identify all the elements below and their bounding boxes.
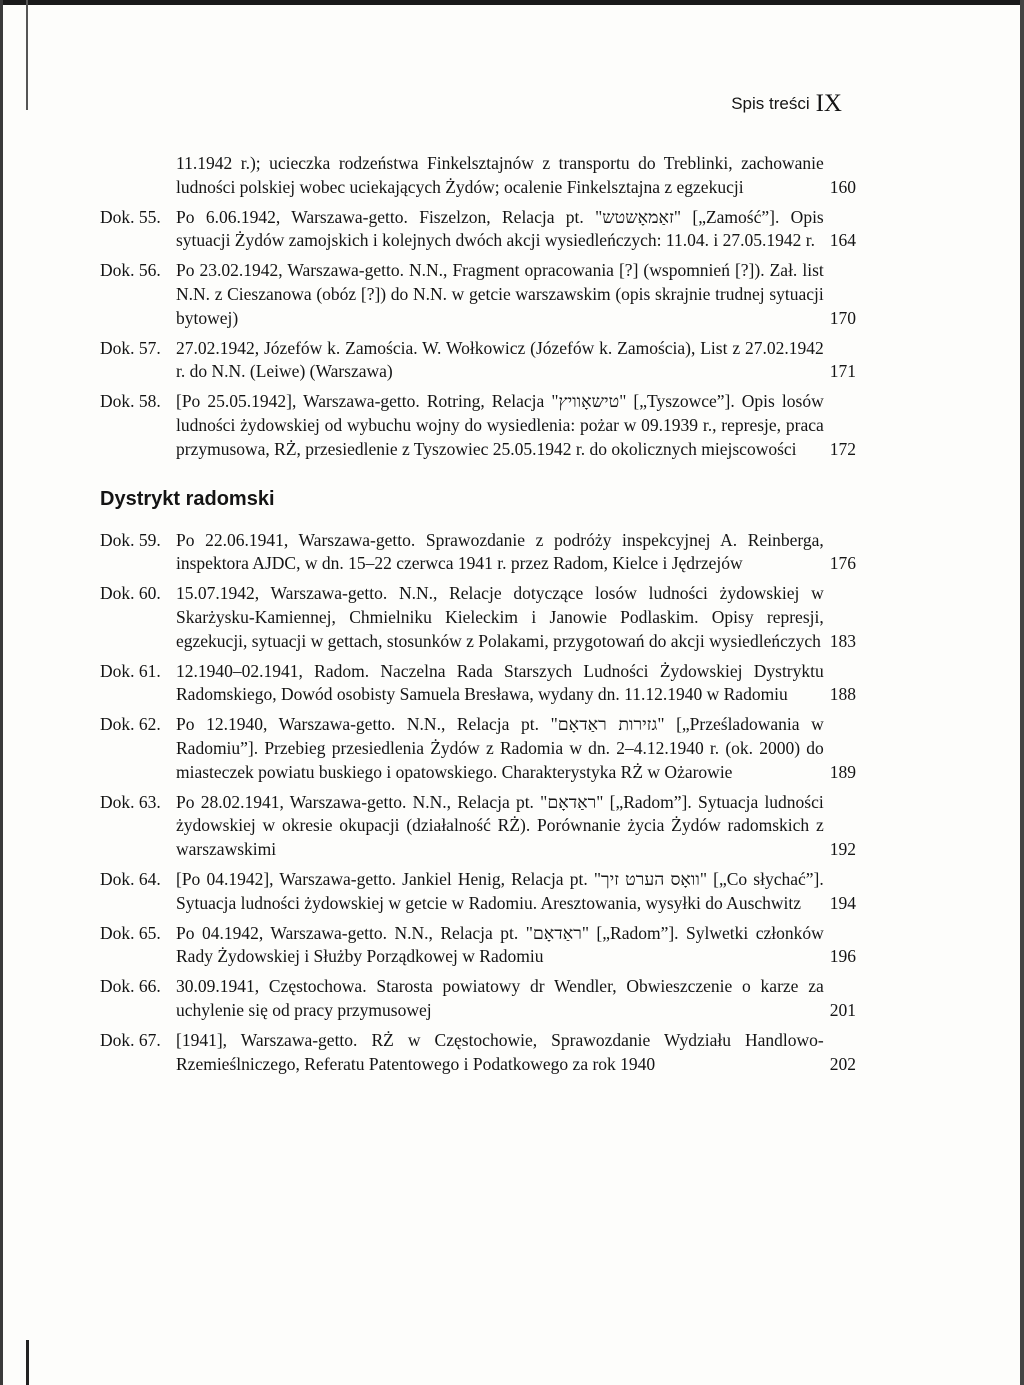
doc-number: Dok. 60. xyxy=(100,583,161,604)
entry-text: Po 04.1942, Warszawa-getto. N.N., Relacja pt. "ראַדאָם" [„Radom”]. Sylwetki członków Rady Żydowskiej i Służby Porządkowej w Radomiu xyxy=(176,922,824,967)
toc-entry xyxy=(100,791,856,862)
page-number: 170 xyxy=(829,307,856,328)
entry-text: 12.1940–02.1941, Radom. Naczelna Rada Starszych Ludności Żydowskiej Dystryktu Radomskiego, Dowód osobisty Samuela Bresława, wydany dn. 11.12.1940 w Radomiu xyxy=(176,660,824,705)
entry-line xyxy=(176,259,856,330)
doc-number: Dok. 65. xyxy=(100,922,161,943)
doc-number: Dok. 62. xyxy=(100,714,161,735)
entries-before-section xyxy=(100,152,856,462)
toc-entry xyxy=(100,1029,856,1077)
toc-entry xyxy=(100,337,856,385)
toc-entry xyxy=(100,713,856,784)
running-header xyxy=(731,90,842,118)
page-number: 183 xyxy=(829,630,856,651)
entry-line xyxy=(176,660,856,708)
entry-line xyxy=(176,206,856,254)
doc-number: Dok. 63. xyxy=(100,791,161,812)
doc-number: Dok. 55. xyxy=(100,206,161,227)
scan-edge-right xyxy=(1020,0,1024,1385)
doc-number: Dok. 57. xyxy=(100,337,161,358)
toc-entry xyxy=(100,660,856,708)
toc-entry xyxy=(100,922,856,970)
toc-entry xyxy=(100,259,856,330)
doc-number: Dok. 58. xyxy=(100,391,161,412)
entry-line xyxy=(176,582,856,653)
doc-number: Dok. 59. xyxy=(100,529,161,550)
entry-text: [Po 04.1942], Warszawa-getto. Jankiel Henig, Relacja pt. "וואָס הערט זיך" [„Co słychać”]. Sytuacja ludności żydowskiej w getcie w Radomiu. Aresztowania, wysyłki do Auschwitz xyxy=(176,868,824,913)
toc-entry xyxy=(100,582,856,653)
toc-entry xyxy=(100,868,856,916)
scan-edge-top xyxy=(0,0,1024,5)
scan-mark-left-bottom xyxy=(26,1340,29,1385)
page-number: 194 xyxy=(829,892,856,913)
entry-line xyxy=(176,337,856,385)
scan-edge-left xyxy=(0,0,3,1385)
page-number: 188 xyxy=(829,684,856,705)
page-number: 176 xyxy=(829,553,856,574)
page-number: 171 xyxy=(829,361,856,382)
entry-text: 30.09.1941, Częstochowa. Starosta powiatowy dr Wendler, Obwieszczenie o karze za uchylenie się od pracy przymusowej xyxy=(176,976,824,1020)
table-of-contents xyxy=(100,152,856,1082)
toc-entry xyxy=(100,152,856,200)
entries-after-section xyxy=(100,529,856,1077)
page-number: 164 xyxy=(829,230,856,251)
scan-mark-left-top xyxy=(26,0,28,110)
entry-text: Po 23.02.1942, Warszawa-getto. N.N., Fragment opracowania [?] (wspomnień [?]). Zał. list N.N. z Cieszanowa (obóz [?]) do N.N. w getcie warszawskim (opis skrajnie trudnej sytuacji bytowej) xyxy=(176,260,824,328)
toc-entry xyxy=(100,975,856,1023)
page-number: 202 xyxy=(829,1053,856,1074)
entry-line xyxy=(176,922,856,970)
entry-text: 27.02.1942, Józefów k. Zamościa. W. Wołkowicz (Józefów k. Zamościa), List z 27.02.1942 r. do N.N. (Leiwe) (Warszawa) xyxy=(176,337,824,382)
toc-entry xyxy=(100,529,856,577)
page-number: 189 xyxy=(829,761,856,782)
toc-entry xyxy=(100,390,856,461)
page-number: 172 xyxy=(829,438,856,459)
entry-line xyxy=(176,390,856,461)
toc-entry xyxy=(100,206,856,254)
entry-line xyxy=(176,1029,856,1077)
page-number: 160 xyxy=(829,176,856,197)
page-number: 201 xyxy=(829,999,856,1020)
entry-line xyxy=(176,152,856,200)
section-heading: Dystrykt radomski xyxy=(100,487,275,510)
entry-line xyxy=(176,529,856,577)
doc-number: Dok. 61. xyxy=(100,660,161,681)
entry-text: 11.1942 r.); ucieczka rodzeństwa Finkelsztajnów z transportu do Treblinki, zachowanie ludności polskiej wobec uciekających Żydów; ocalenie Finkelsztajna z egzekucji xyxy=(176,153,824,197)
entry-text: Po 22.06.1941, Warszawa-getto. Sprawozdanie z podróży inspekcyjnej A. Reinberga, inspektora AJDC, w dn. 15–22 czerwca 1941 r. przez Radom, Kielce i Jędrzejów xyxy=(176,529,824,574)
entry-text: Po 6.06.1942, Warszawa-getto. Fiszelzon, Relacja pt. "זאַמאָשטש" [„Zamość”]. Opis sytuacji Żydów zamojskich i kolejnych dwóch akcji wysiedleńczych: 11.04. i 27.05.1942 r. xyxy=(176,206,824,251)
header-title: Spis treści xyxy=(731,94,810,113)
entry-line xyxy=(176,868,856,916)
entry-text: Po 12.1940, Warszawa-getto. N.N., Relacja pt. "גזירות ראַדאָם" [„Prześladowania w Radomiu”]. Przebieg przesiedlenia Żydów z Radomia w dn. 2–4.12.1940 r. (ok. 2000) do miasteczek powiatu buskiego i opatowskiego. Charakterystyka RŻ w Ożarowie xyxy=(176,714,824,782)
doc-number: Dok. 56. xyxy=(100,260,161,281)
entry-line xyxy=(176,975,856,1023)
entry-line xyxy=(176,791,856,862)
page-number: 196 xyxy=(829,946,856,967)
page-number: 192 xyxy=(829,839,856,860)
entry-line xyxy=(176,713,856,784)
doc-number: Dok. 64. xyxy=(100,868,161,889)
header-page-number: IX xyxy=(815,90,842,117)
doc-number: Dok. 66. xyxy=(100,976,161,997)
entry-text: Po 28.02.1941, Warszawa-getto. N.N., Relacja pt. "ראַדאָם" [„Radom”]. Sytuacja ludności żydowskiej w okresie okupacji (działalność RŻ). Porównanie życia Żydów radomskich z warszawskimi xyxy=(176,791,824,860)
entry-text: [1941], Warszawa-getto. RŻ w Częstochowie, Sprawozdanie Wydziału Handlowo-Rzemieślniczego, Referatu Patentowego i Podatkowego za rok 1940 xyxy=(176,1029,824,1074)
entry-text: 15.07.1942, Warszawa-getto. N.N., Relacje dotyczące losów ludności żydowskiej w Skarżysku-Kamiennej, Chmielniku Kieleckim i Janowie Podlaskim. Opisy represji, egzekucji, sytuacji w gettach, stosunków z Polakami, przygotowań do akcji wysiedleńczych xyxy=(176,583,824,651)
entry-text: [Po 25.05.1942], Warszawa-getto. Rotring, Relacja "טישאָוויץ" [„Tyszowce”]. Opis losów ludności żydowskiej od wybuchu wojny do wysiedlenia: pożar w 09.1939 r., represje, praca przymusowa, RŻ, przesiedlenie z Tyszowiec 25.05.1942 r. do okolicznych miejscowości xyxy=(176,391,824,459)
doc-number: Dok. 67. xyxy=(100,1029,161,1050)
